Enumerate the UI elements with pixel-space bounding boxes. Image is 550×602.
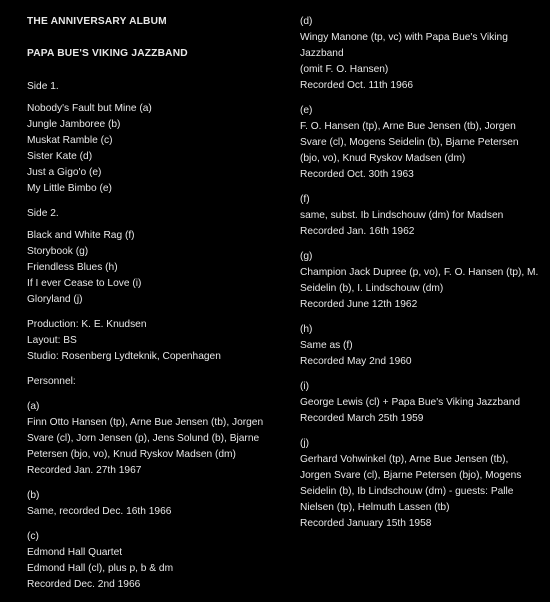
personnel-entry-b <box>27 488 273 520</box>
entry-label: (c) <box>27 531 39 542</box>
personnel-entry-f <box>300 192 540 240</box>
credits-section <box>27 317 273 365</box>
entry-recorded: Recorded Oct. 11th 1966 <box>300 80 414 91</box>
entry-recorded: Recorded June 12th 1962 <box>300 299 418 310</box>
personnel-entry-c <box>27 529 273 593</box>
entry-label: (i) <box>300 381 310 392</box>
left-column <box>27 14 273 602</box>
band-name: PAPA BUE'S VIKING JAZZBAND <box>27 48 188 59</box>
entry-label: (j) <box>300 438 310 449</box>
album-header <box>27 14 273 62</box>
track-list-item: Friendless Blues (h) <box>27 262 118 273</box>
personnel-entry-h <box>300 322 540 370</box>
track-list-item: Gloryland (j) <box>27 294 83 305</box>
personnel-entry-j <box>300 436 540 532</box>
side-2-section <box>27 206 273 308</box>
track-list-item: Jungle Jamboree (b) <box>27 119 121 130</box>
track-list-item: My Little Bimbo (e) <box>27 183 112 194</box>
entry-recorded: Recorded March 25th 1959 <box>300 413 424 424</box>
right-column <box>300 14 540 541</box>
track-list-item: Sister Kate (d) <box>27 151 93 162</box>
entry-lineup: Finn Otto Hansen (tp), Arne Bue Jensen (tb), Jorgen Svare (cl), Jorn Jensen (p), Jens Solund (b), Bjarne Petersen (bjo, vo), Knud Ryskov Madsen (dm) <box>27 417 264 460</box>
entry-lineup: F. O. Hansen (tp), Arne Bue Jensen (tb), Jorgen Svare (cl), Mogens Seidelin (b), Bjarne Petersen (bjo, vo), Knud Ryskov Madsen (dm) <box>300 121 519 164</box>
track-list-item: Storybook (g) <box>27 246 89 257</box>
entry-label: (e) <box>300 105 313 116</box>
entry-label: (d) <box>300 16 313 27</box>
entry-group: Edmond Hall Quartet <box>27 547 123 558</box>
entry-recorded: Recorded Jan. 16th 1962 <box>300 226 415 237</box>
entry-recorded: Recorded January 15th 1958 <box>300 518 432 529</box>
track-list-item: If I ever Cease to Love (i) <box>27 278 142 289</box>
entry-recorded: Recorded Dec. 2nd 1966 <box>27 579 141 590</box>
entry-recorded: Recorded Oct. 30th 1963 <box>300 169 414 180</box>
personnel-heading: Personnel: <box>27 376 76 387</box>
personnel-entry-a <box>27 399 273 479</box>
entry-label: (b) <box>27 490 40 501</box>
production-credit: Production: K. E. Knudsen <box>27 319 147 330</box>
side-1-heading: Side 1. <box>27 81 59 92</box>
personnel-heading-block <box>27 374 273 390</box>
personnel-entry-g <box>300 249 540 313</box>
entry-label: (h) <box>300 324 313 335</box>
side-1-section <box>27 79 273 197</box>
entry-label: (f) <box>300 194 310 205</box>
entry-lineup: Champion Jack Dupree (p, vo), F. O. Hansen (tp), M. Seidelin (b), I. Lindschouw (dm) <box>300 267 539 294</box>
track-list-item: Muskat Ramble (c) <box>27 135 113 146</box>
entry-label: (a) <box>27 401 40 412</box>
personnel-entry-d <box>300 14 540 94</box>
entry-lineup: Edmond Hall (cl), plus p, b & dm <box>27 563 174 574</box>
entry-recorded: Recorded Jan. 27th 1967 <box>27 465 142 476</box>
entry-label: (g) <box>300 251 313 262</box>
entry-recorded: Recorded May 2nd 1960 <box>300 356 412 367</box>
track-list-item: Nobody's Fault but Mine (a) <box>27 103 152 114</box>
album-title: THE ANNIVERSARY ALBUM <box>27 16 167 27</box>
entry-lineup: Wingy Manone (tp, vc) with Papa Bue's Viking Jazzband <box>300 32 508 59</box>
layout-credit: Layout: BS <box>27 335 77 346</box>
personnel-entry-i <box>300 379 540 427</box>
studio-credit: Studio: Rosenberg Lydteknik, Copenhagen <box>27 351 221 362</box>
entry-lineup: George Lewis (cl) + Papa Bue's Viking Jazzband <box>300 397 521 408</box>
side-2-heading: Side 2. <box>27 208 59 219</box>
track-list-item: Just a Gigo'o (e) <box>27 167 102 178</box>
entry-lineup: Same as (f) <box>300 340 353 351</box>
entry-lineup: same, subst. Ib Lindschouw (dm) for Madsen <box>300 210 504 221</box>
entry-note: (omit F. O. Hansen) <box>300 64 389 75</box>
personnel-entry-e <box>300 103 540 183</box>
entry-lineup: Gerhard Vohwinkel (tp), Arne Bue Jensen (tb), Jorgen Svare (cl), Bjarne Petersen (bjo), Mogens Seidelin (b), Ib Lindschouw (dm) - guests: Palle Nielsen (tp), Helmuth Lassen (tb) <box>300 454 522 513</box>
entry-lineup: Same, recorded Dec. 16th 1966 <box>27 506 172 517</box>
track-list-item: Black and White Rag (f) <box>27 230 135 241</box>
